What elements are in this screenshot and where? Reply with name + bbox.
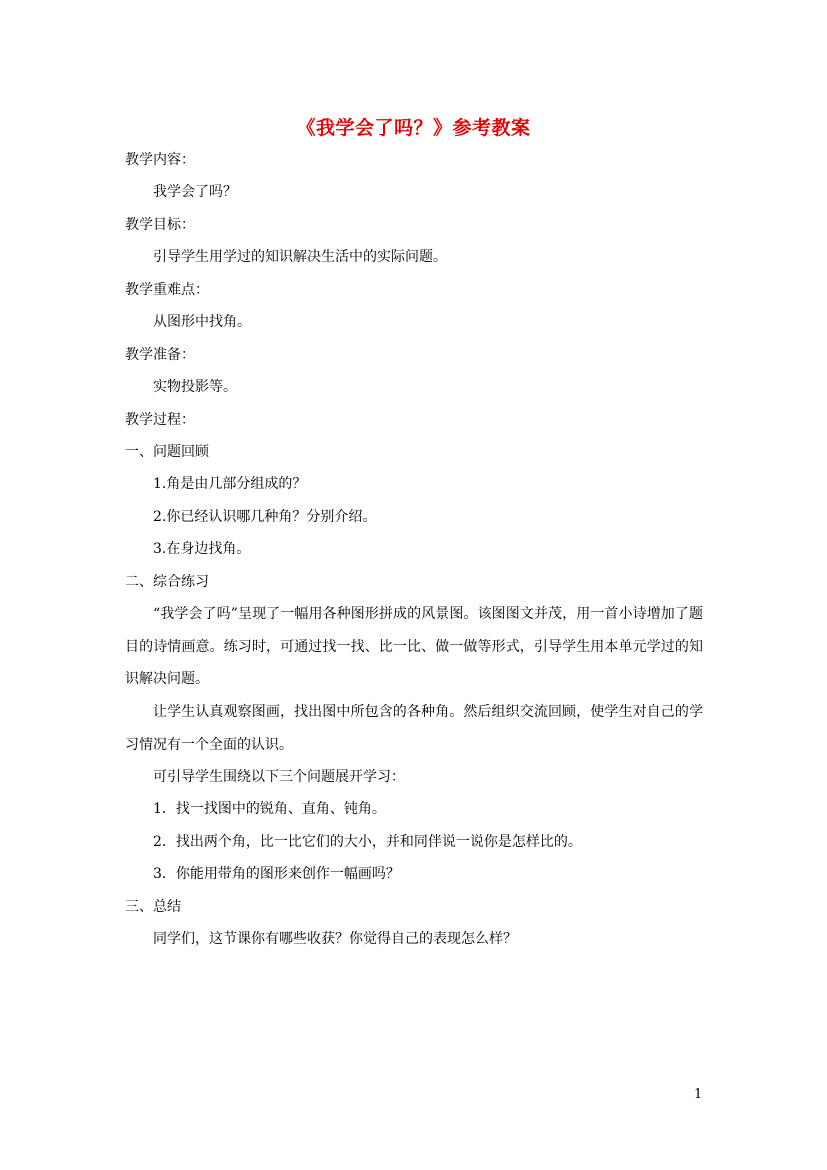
part2-intro: 可引导学生围绕以下三个问题展开学习： — [153, 769, 405, 785]
part2-heading: 二、综合练习 — [125, 574, 209, 590]
part2-paragraph-1: “我学会了吗”呈现了一幅用各种图形拼成的风景图。该图图文并茂，用一首小诗增加了题目的诗情画意。练习时，可通过找一找、比一比、做一做等形式，引导学生用本单元学过的知识解决问题。 — [125, 606, 703, 687]
document-title: 《我学会了吗？》参考教案 — [296, 117, 531, 139]
difficulty-body: 从图形中找角。 — [153, 314, 251, 330]
part2-item: 2．找出两个角，比一比它们的大小，并和同伴说一说你是怎样比的。 — [153, 834, 582, 850]
process-heading: 教学过程： — [125, 412, 195, 428]
part1-heading: 一、问题回顾 — [125, 444, 209, 460]
part2-item: 3．你能用带角的图形来创作一幅画吗？ — [153, 866, 400, 882]
part1-item: 3.在身边找角。 — [153, 541, 251, 557]
content-body: 我学会了吗？ — [153, 184, 237, 200]
part2-item: 1．找一找图中的锐角、直角、钝角。 — [153, 801, 386, 817]
prep-heading: 教学准备： — [125, 347, 195, 363]
page-number: 1 — [694, 1087, 703, 1102]
part3-body: 同学们，这节课你有哪些收获？你觉得自己的表现怎么样？ — [153, 931, 517, 947]
goal-body: 引导学生用学过的知识解决生活中的实际问题。 — [153, 249, 447, 265]
part2-paragraph-2: 让学生认真观察图画，找出图中所包含的各种角。然后组织交流回顾，使学生对自己的学习情况有一个全面的认识。 — [125, 704, 703, 753]
prep-body: 实物投影等。 — [153, 379, 237, 395]
part1-item: 2.你已经认识哪几种角？分别介绍。 — [153, 509, 377, 525]
difficulty-heading: 教学重难点： — [125, 282, 209, 298]
content-heading: 教学内容： — [125, 152, 195, 168]
part1-item: 1.角是由几部分组成的？ — [153, 476, 307, 492]
part3-heading: 三、总结 — [125, 899, 181, 915]
goal-heading: 教学目标： — [125, 217, 195, 233]
